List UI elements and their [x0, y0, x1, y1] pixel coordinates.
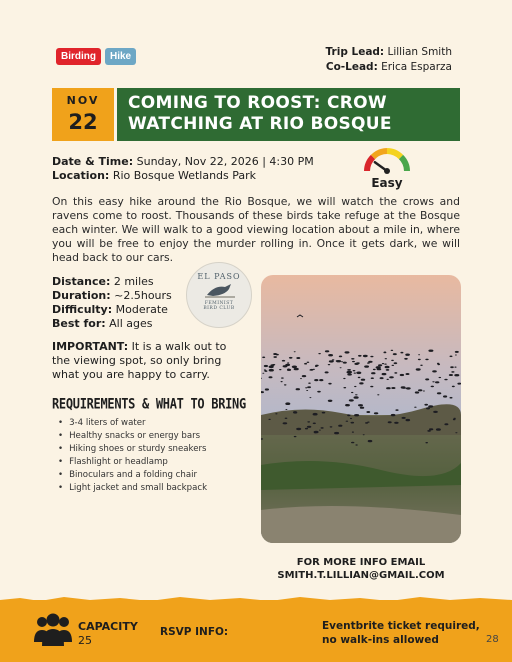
bird-silhouette — [314, 379, 318, 381]
important-note — [52, 340, 242, 382]
bird-silhouette — [444, 379, 447, 381]
bird-silhouette — [361, 379, 365, 381]
bird-silhouette — [313, 423, 316, 425]
crows-photo — [261, 275, 461, 543]
list-item: • Hiking shoes or sturdy sneakers — [58, 443, 207, 456]
bird-silhouette — [281, 381, 283, 382]
bird-silhouette — [319, 379, 323, 381]
capacity-value: 25 — [78, 634, 92, 647]
bird-silhouette — [345, 351, 350, 353]
bird-silhouette — [269, 369, 274, 372]
bird-silhouette — [349, 399, 354, 401]
bird-silhouette — [401, 386, 406, 388]
bird-silhouette — [265, 388, 269, 390]
date-day: 22 — [68, 110, 98, 134]
bird-silhouette — [328, 354, 333, 356]
bird-silhouette — [273, 356, 277, 358]
bird-silhouette — [358, 377, 361, 378]
bird-silhouette — [300, 378, 302, 379]
bird-silhouette — [400, 352, 403, 354]
bird-silhouette — [424, 404, 428, 406]
bird-silhouette — [404, 358, 408, 360]
page-number: 28 — [486, 634, 499, 645]
bird-silhouette — [385, 366, 390, 369]
bird-silhouette — [352, 361, 355, 362]
bird-silhouette — [395, 409, 398, 411]
bird-silhouette — [388, 421, 392, 423]
bird-silhouette — [389, 376, 394, 378]
bird-silhouette — [402, 417, 406, 419]
photo-image — [261, 275, 461, 543]
bird-silhouette — [416, 368, 421, 370]
bird-silhouette — [306, 390, 308, 391]
bird-silhouette — [420, 365, 423, 366]
list-item: • 3-4 liters of water — [58, 417, 207, 430]
bird-silhouette — [354, 386, 356, 387]
bird-silhouette — [307, 362, 310, 363]
bird-silhouette — [391, 387, 395, 389]
distance-label: Distance: — [52, 275, 111, 288]
bird-silhouette — [392, 365, 395, 366]
bird-silhouette — [317, 391, 321, 393]
bird-silhouette — [329, 360, 334, 362]
bird-icon — [205, 281, 235, 301]
bird-silhouette — [287, 369, 289, 370]
trip-lead-name: Lillian Smith — [387, 46, 452, 58]
club-logo-line-1: EL PASO — [197, 272, 241, 281]
bird-silhouette — [346, 404, 348, 405]
club-logo-line-3: BIRD CLUB — [203, 306, 235, 311]
bird-silhouette — [370, 356, 373, 358]
bird-silhouette — [343, 387, 346, 388]
bird-silhouette — [406, 373, 410, 375]
distance-value: 2 miles — [113, 275, 154, 288]
bird-silhouette — [376, 366, 381, 369]
bird-silhouette — [325, 371, 329, 373]
bird-silhouette — [293, 411, 297, 413]
bird-silhouette — [332, 359, 335, 360]
bird-silhouette — [450, 366, 454, 368]
bird-silhouette — [279, 369, 281, 370]
bird-silhouette — [432, 381, 434, 382]
group-icon — [32, 612, 74, 648]
bird-silhouette — [371, 372, 375, 374]
rsvp-note — [322, 619, 480, 647]
difficulty-label: Easy — [371, 176, 403, 190]
rsvp-note-line-1: Eventbrite ticket required, — [322, 620, 480, 632]
bird-silhouette — [367, 362, 370, 363]
bird-silhouette — [453, 418, 456, 419]
bird-silhouette — [284, 384, 287, 385]
bird-silhouette — [346, 421, 349, 422]
bird-silhouette — [391, 415, 393, 416]
bird-silhouette — [271, 364, 275, 366]
list-item: • Light jacket and small backpack — [58, 482, 207, 495]
bird-silhouette — [455, 351, 459, 353]
bird-silhouette — [425, 378, 429, 380]
bird-silhouette — [309, 369, 311, 370]
bird-silhouette — [356, 372, 361, 375]
bird-silhouette — [328, 364, 331, 365]
bird-silhouette — [322, 412, 326, 414]
bird-silhouette — [294, 351, 296, 352]
bird-silhouette — [338, 425, 342, 427]
bird-silhouette — [351, 358, 354, 360]
bird-silhouette — [296, 357, 300, 359]
bird-silhouette — [307, 426, 311, 428]
bird-silhouette — [351, 442, 354, 444]
date-month: NOV — [66, 94, 100, 107]
bird-silhouette — [418, 354, 420, 355]
bird-silhouette — [269, 376, 273, 378]
date-time-label: Date & Time: — [52, 155, 134, 168]
bird-silhouette — [428, 405, 433, 407]
bird-silhouette — [391, 360, 394, 361]
bird-silhouette — [449, 374, 453, 376]
bird-silhouette — [391, 350, 394, 351]
co-lead-label: Co-Lead: — [325, 61, 378, 73]
bird-silhouette — [415, 391, 419, 393]
bird-silhouette — [385, 358, 387, 359]
bird-silhouette — [285, 402, 290, 405]
capacity-label: CAPACITY — [78, 620, 138, 633]
bird-silhouette — [285, 418, 288, 419]
list-item: • Healthy snacks or energy bars — [58, 430, 207, 443]
bird-silhouette — [282, 360, 285, 362]
bird-silhouette — [283, 422, 288, 424]
bird-silhouette — [283, 365, 288, 367]
bird-silhouette — [387, 379, 389, 380]
bird-silhouette — [307, 421, 310, 422]
bird-silhouette — [328, 383, 331, 385]
club-logo-line-2: FEMINIST — [204, 301, 234, 306]
bird-silhouette — [273, 353, 277, 355]
trip-lead-label: Trip Lead: — [325, 46, 385, 58]
bird-silhouette — [371, 377, 374, 379]
bird-silhouette — [433, 411, 438, 413]
bird-silhouette — [356, 362, 360, 364]
tag-birding: Birding — [56, 48, 101, 65]
bird-silhouette — [455, 432, 457, 433]
bird-silhouette — [451, 371, 454, 373]
date-box — [52, 88, 114, 141]
bird-silhouette — [347, 369, 351, 371]
bird-silhouette — [262, 357, 265, 359]
bird-silhouette — [382, 373, 387, 375]
duration-value: ~2.5hours — [114, 289, 172, 302]
bird-silhouette — [358, 404, 363, 406]
bird-silhouette — [341, 361, 343, 362]
bird-silhouette — [318, 353, 321, 354]
event-stats — [52, 275, 172, 331]
bird-silhouette — [426, 407, 430, 409]
bird-silhouette — [358, 355, 362, 357]
bird-silhouette — [319, 430, 321, 431]
tag-hike: Hike — [105, 48, 136, 65]
important-text: It is a walk out to the viewing spot, so only bring what you are happy to carry. — [52, 340, 227, 381]
bird-silhouette — [313, 413, 318, 416]
bird-silhouette — [443, 395, 447, 397]
location-label: Location: — [52, 169, 110, 182]
bird-silhouette — [365, 422, 368, 424]
bird-silhouette — [452, 386, 455, 388]
bird-silhouette — [330, 426, 333, 427]
bird-silhouette — [406, 419, 411, 421]
bird-silhouette — [339, 356, 342, 358]
bird-silhouette — [437, 363, 440, 364]
bird-silhouette — [432, 370, 437, 372]
bird-silhouette — [325, 350, 329, 352]
bird-silhouette — [382, 363, 384, 364]
event-info — [52, 155, 314, 183]
bird-silhouette — [343, 378, 345, 379]
bird-silhouette — [386, 387, 391, 389]
bird-silhouette — [305, 387, 307, 388]
bird-silhouette — [435, 381, 439, 383]
bird-silhouette — [360, 407, 364, 409]
bird-silhouette — [386, 369, 390, 371]
bird-silhouette — [431, 386, 434, 388]
bird-silhouette — [394, 422, 398, 424]
gauge-icon — [362, 146, 412, 174]
bird-silhouette — [351, 422, 355, 424]
bird-silhouette — [351, 392, 353, 393]
bird-silhouette — [405, 354, 410, 356]
bird-silhouette — [425, 359, 428, 361]
bird-silhouette — [437, 392, 441, 394]
bird-silhouette — [343, 362, 347, 364]
bird-silhouette — [334, 432, 339, 434]
bird-silhouette — [352, 432, 354, 433]
contact-email[interactable]: SMITH.T.LILLIAN@GMAIL.COM — [277, 570, 445, 581]
bird-silhouette — [363, 355, 368, 357]
requirements-title: REQUIREMENTS & WHAT TO BRING — [52, 396, 246, 413]
bird-silhouette — [394, 362, 398, 364]
bird-silhouette — [336, 360, 341, 362]
bird-silhouette — [378, 364, 382, 366]
bird-silhouette — [296, 388, 300, 390]
bird-silhouette — [308, 383, 311, 384]
bird-silhouette — [268, 419, 270, 420]
bird-silhouette — [359, 382, 363, 384]
bird-silhouette — [418, 389, 422, 391]
date-time-value: Sunday, Nov 22, 2026 | 4:30 PM — [136, 155, 314, 168]
duration-label: Duration: — [52, 289, 111, 302]
bird-silhouette — [353, 370, 356, 371]
bird-silhouette — [275, 413, 277, 414]
bird-silhouette — [418, 359, 421, 360]
bird-silhouette — [450, 397, 453, 399]
bird-silhouette — [347, 414, 350, 416]
bird-silhouette — [294, 436, 297, 437]
bird-silhouette — [380, 377, 384, 379]
difficulty-gauge — [362, 146, 412, 192]
bird-silhouette — [368, 440, 373, 442]
location-value: Rio Bosque Wetlands Park — [112, 169, 257, 182]
club-logo — [186, 262, 252, 328]
bird-silhouette — [393, 353, 397, 355]
bird-silhouette — [314, 432, 317, 433]
bird-silhouette — [302, 375, 306, 377]
difficulty-value: Moderate — [115, 303, 168, 316]
bird-silhouette — [305, 428, 308, 430]
bird-silhouette — [373, 369, 376, 370]
bird-silhouette — [354, 396, 359, 399]
bird-silhouette — [292, 366, 297, 369]
bird-silhouette — [347, 373, 352, 375]
bird-silhouette — [406, 387, 411, 389]
bird-silhouette — [428, 350, 433, 352]
bird-silhouette — [285, 409, 287, 410]
bird-silhouette — [355, 444, 357, 445]
bird-silhouette — [262, 373, 264, 374]
bird-silhouette — [384, 352, 387, 353]
bird-silhouette — [366, 411, 370, 413]
trip-leads — [326, 45, 452, 75]
rsvp-note-line-2: no walk-ins allowed — [322, 634, 439, 646]
bird-silhouette — [436, 428, 441, 431]
torn-edge — [0, 594, 512, 604]
bird-silhouette — [304, 363, 307, 365]
bird-silhouette — [355, 394, 358, 395]
title-line-1: COMING TO ROOST: CROW — [128, 93, 387, 113]
bird-silhouette — [309, 397, 311, 398]
bird-silhouette — [454, 374, 459, 376]
bird-silhouette — [296, 428, 301, 430]
bird-silhouette — [364, 365, 369, 367]
bird-silhouette — [264, 370, 267, 372]
difficulty-stat-label: Difficulty: — [52, 303, 113, 316]
bird-silhouette — [264, 365, 268, 367]
bird-silhouette — [287, 362, 289, 363]
bird-silhouette — [370, 386, 373, 388]
bird-silhouette — [414, 407, 416, 408]
bird-silhouette — [328, 400, 333, 402]
bird-silhouette — [444, 423, 448, 425]
best-for-label: Best for: — [52, 317, 106, 330]
bird-silhouette — [429, 428, 433, 430]
rsvp-label: RSVP INFO: — [160, 626, 229, 638]
bird-silhouette — [425, 442, 428, 443]
bird-silhouette — [374, 412, 378, 414]
bird-silhouette — [363, 434, 365, 435]
bird-silhouette — [321, 427, 324, 429]
bird-silhouette — [454, 367, 456, 368]
bird-silhouette — [453, 419, 456, 420]
bird-silhouette — [455, 355, 457, 356]
bird-silhouette — [281, 377, 284, 378]
co-lead-name: Erica Esparza — [381, 61, 452, 73]
bird-silhouette — [354, 373, 356, 374]
bird-silhouette — [350, 418, 352, 419]
bird-silhouette — [439, 377, 442, 378]
bird-silhouette — [394, 372, 397, 374]
bird-silhouette — [384, 364, 387, 365]
best-for-value: All ages — [109, 317, 153, 330]
bird-silhouette — [347, 371, 352, 373]
bird-silhouette — [377, 394, 379, 395]
bird-silhouette — [340, 367, 342, 368]
title-line-2: WATCHING AT RIO BOSQUE — [128, 114, 392, 134]
bird-silhouette — [289, 357, 293, 359]
bird-silhouette — [400, 374, 404, 376]
important-label: IMPORTANT: — [52, 340, 129, 353]
bird-silhouette — [450, 356, 453, 358]
bird-silhouette — [307, 386, 311, 388]
list-item: • Binoculars and a folding chair — [58, 469, 207, 482]
bird-silhouette — [423, 391, 425, 392]
bird-silhouette — [315, 365, 319, 367]
event-title — [117, 88, 460, 141]
event-description: On this easy hike around the Rio Bosque, we will watch the crows and ravens come to roost. Thousands of these birds take refuge at the Bosque each winter. We will walk to a good viewing location about a mile in, where you will be free to enjoy the murder rolling in. Once it gets dark, we will head back to our cars. — [52, 195, 460, 264]
requirements-list — [58, 417, 207, 495]
contact-line-1: FOR MORE INFO EMAIL — [296, 557, 426, 568]
list-item: • Flashlight or headlamp — [58, 456, 207, 469]
bird-silhouette — [354, 414, 359, 416]
contact-info — [261, 556, 461, 582]
tag-list — [56, 48, 136, 65]
